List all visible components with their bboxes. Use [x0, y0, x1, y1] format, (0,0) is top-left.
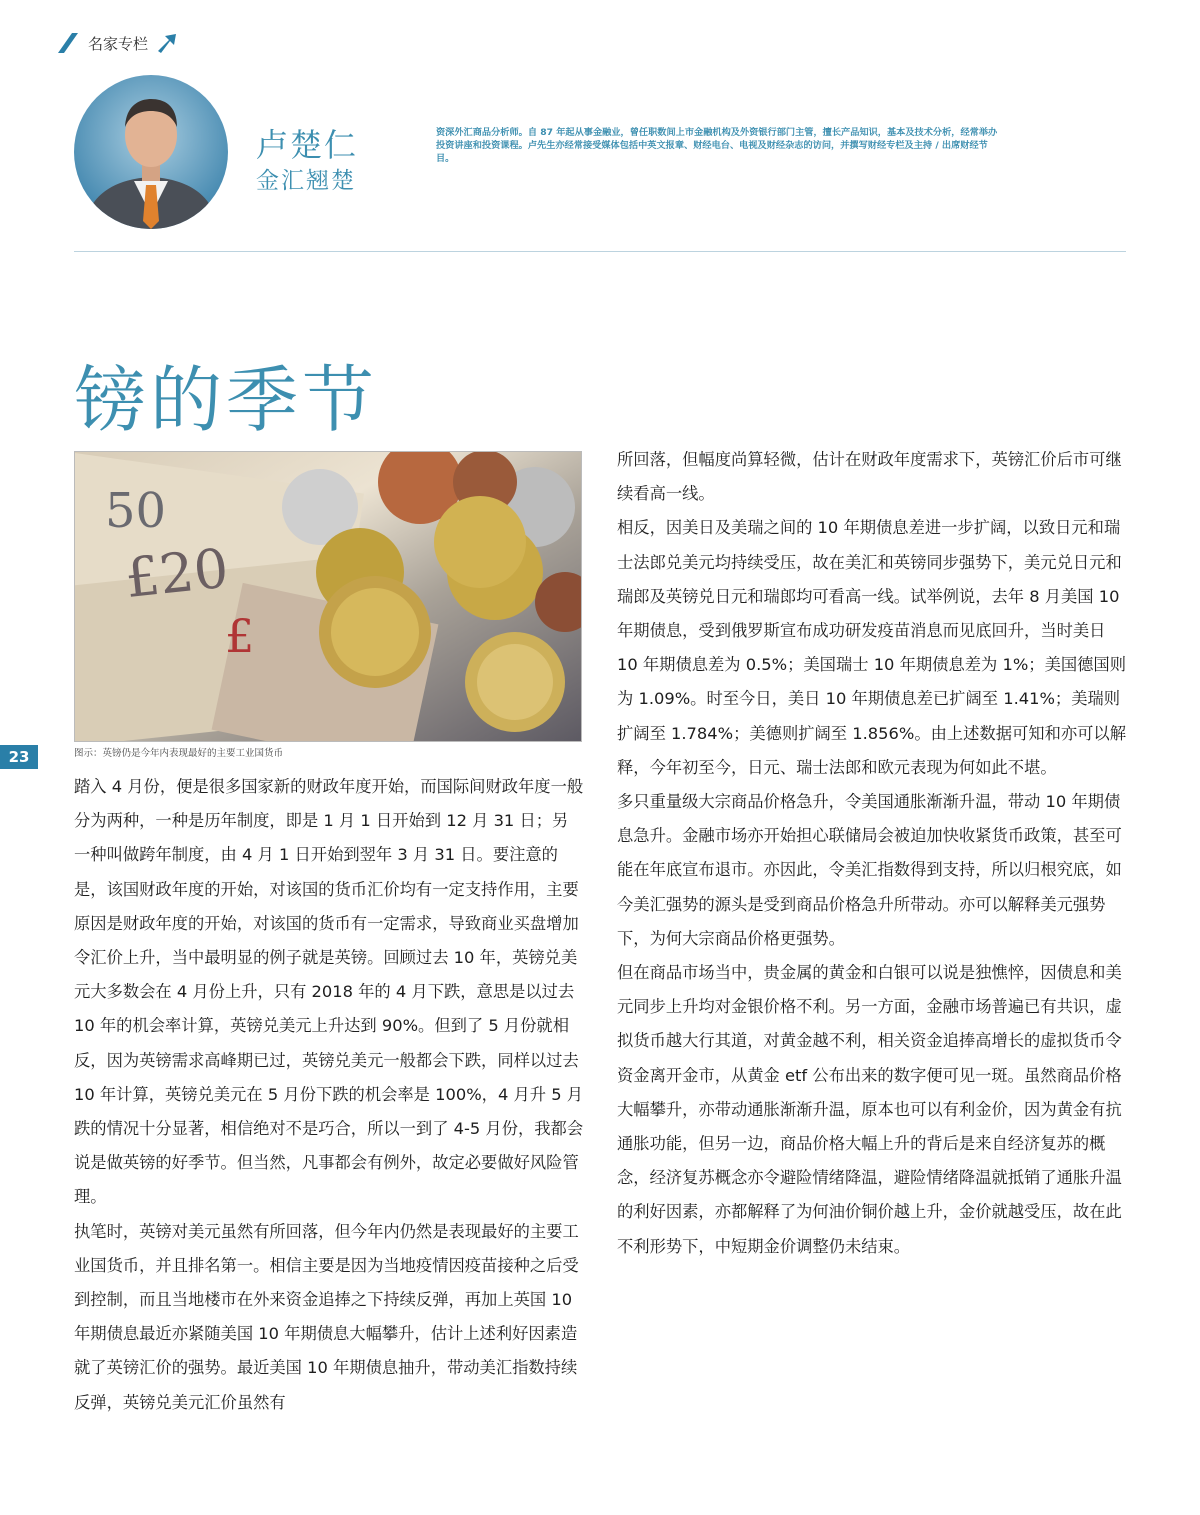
paragraph: 执笔时，英镑对美元虽然有所回落，但今年内仍然是表现最好的主要工业国货币，并且排名第一。相信主要是因为当地疫情因疫苗接种之后受到控制，而且当地楼市在外来资金追捧之下持续反弹，再加上英国 10 年期债息最近亦紧随美国 10 年期债息大幅攀升，估计上述利好因素造就了英镑汇价的强势。最近美国 10 年期债息抽升，带动美汇指数持续反弹，英镑兑美元汇价虽然有 — [74, 1221, 579, 1412]
arrow-up-right-icon — [156, 33, 178, 53]
svg-text:£20: £20 — [122, 536, 232, 611]
paragraph: 多只重量级大宗商品价格急升，令美国通胀渐渐升温，带动 10 年期债息急升。金融市场亦开始担心联储局会被迫加快收紧货币政策，甚至可能在年底宣布退市。亦因此，令美汇指数得到支持，所以归根究底，如今美汇强势的源头是受到商品价格急升所带动。亦可以解释美元强势下，为何大宗商品价格更强势。 — [617, 792, 1122, 948]
svg-text:50: 50 — [105, 483, 167, 539]
section-label: 名家专栏 — [88, 34, 149, 53]
column-name: 金汇翘楚 — [256, 168, 356, 194]
image-caption: 图示：英镑仍是今年内表现最好的主要工业国货币 — [74, 748, 284, 759]
article-title: 镑的季节 — [74, 358, 379, 443]
paragraph: 所回落，但幅度尚算轻微，估计在财政年度需求下，英镑汇价后市可继续看高一线。 — [617, 450, 1122, 504]
portrait-illustration — [74, 75, 228, 229]
right-column — [617, 443, 1129, 1264]
header-divider — [74, 251, 1126, 252]
slash-accent-icon — [58, 33, 80, 53]
left-column — [74, 770, 584, 1420]
author-bio: 资深外汇商品分析师。自 87 年起从事金融业，曾任职数间上市金融机构及外资银行部门主管，擅长产品知识，基本及技术分析，经常举办投资讲座和投资课程。卢先生亦经常接受媒体包括中英文报章、财经电台、电视及财经杂志的访问，并撰写财经专栏及主持 / 出席财经节目。 — [436, 127, 998, 164]
paragraph: 但在商品市场当中，贵金属的黄金和白银可以说是独憔悴，因债息和美元同步上升均对金银价格不利。另一方面，金融市场普遍已有共识，虚拟货币越大行其道，对黄金越不利，相关资金追捧高增长的虚拟货币令资金离开金市，从黄金 etf 公布出来的数字便可见一斑。虽然商品价格大幅攀升，亦带动通胀渐渐升温，原本也可以有利金价，因为黄金有抗通胀功能，但另一边，商品价格大幅上升的背后是来自经济复苏的概念，经济复苏概念亦令避险情绪降温，避险情绪降温就抵销了通胀升温的利好因素，亦都解释了为何油价铜价越上升，金价就越受压，故在此不利形势下，中短期金价调整仍未结束。 — [617, 963, 1122, 1256]
section-header — [58, 30, 178, 56]
paragraph: 相反，因美日及美瑞之间的 10 年期债息差进一步扩阔，以致日元和瑞士法郎兑美元均持续受压，故在美汇和英镑同步强势下，美元兑日元和瑞郎及英镑兑日元和瑞郎均可看高一线。试举例说，去年 8 月美国 10 年期债息，受到俄罗斯宣布成功研发疫苗消息而见底回升，当时美日 10 年期债息差为 0.5%；美国瑞士 10 年期债息差为 1%；美国德国则为 1.09%。时至今日，美日 10 年期债息差已扩阔至 1.41%；美瑞则扩阔至 1.784%；美德则扩阔至 1.856%。由上述数据可知和亦可以解释，今年初至今，日元、瑞士法郎和欧元表现为何如此不堪。 — [617, 518, 1126, 777]
author-portrait — [74, 75, 228, 229]
article-photo — [74, 451, 582, 742]
pound-coins-illustration — [75, 452, 582, 742]
paragraph: 踏入 4 月份，便是很多国家新的财政年度开始，而国际间财政年度一般分为两种，一种是历年制度，即是 1 月 1 日开始到 12 月 31 日；另一种叫做跨年制度，由 4 月 1 日开始到翌年 3 月 31 日。要注意的是，该国财政年度的开始，对该国的货币汇价均有一定支持作用，主要原因是财政年度的开始，对该国的货币有一定需求，导致商业买盘增加令汇价上升，当中最明显的例子就是英镑。回顾过去 10 年，英镑兑美元大多数会在 4 月份上升，只有 2018 年的 4 月下跌，意思是以过去 10 年的机会率计算，英镑兑美元上升达到 90%。但到了 5 月份就相反，因为英镑需求高峰期已过，英镑兑美元一般都会下跌，同样以过去 10 年计算，英镑兑美元在 5 月份下跌的机会率是 100%，4 月升 5 月跌的情况十分显著，相信绝对不是巧合，所以一到了 4-5 月份，我都会说是做英镑的好季节。但当然，凡事都会有例外，故定必要做好风险管理。 — [74, 777, 584, 1207]
author-name: 卢楚仁 — [256, 126, 359, 164]
page-number: 23 — [0, 745, 38, 769]
svg-text:£: £ — [225, 609, 255, 663]
